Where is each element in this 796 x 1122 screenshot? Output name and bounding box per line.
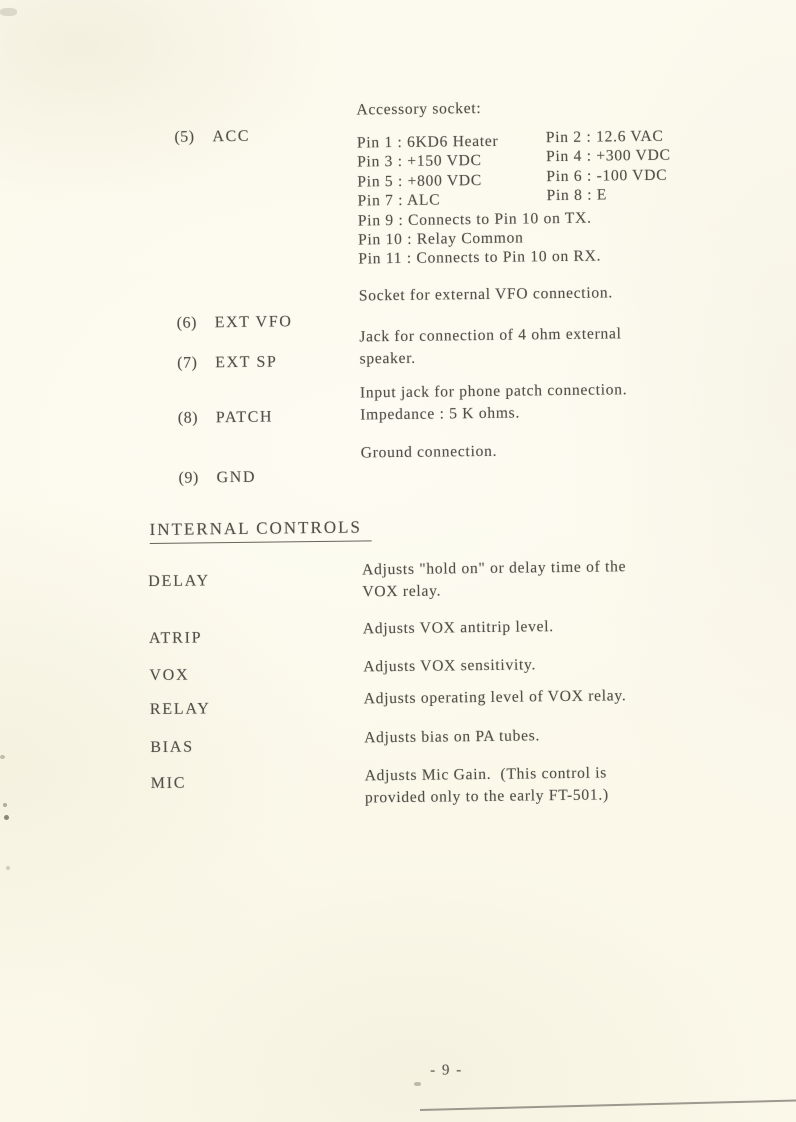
- description-line: Adjusts VOX antitrip level.: [362, 618, 554, 638]
- page-number: - 9 -: [430, 1062, 463, 1079]
- control-description-mic: [365, 762, 609, 808]
- item-name: EXT VFO: [214, 313, 293, 332]
- control-description-relay: [364, 685, 627, 710]
- item-number: (7): [177, 354, 198, 372]
- item-description-gnd: [361, 441, 498, 464]
- control-description-bias: [364, 725, 540, 749]
- description-line: Adjusts "hold on" or delay time of the: [362, 558, 627, 579]
- pin-cell: Pin 6 : -100 VDC: [546, 166, 668, 185]
- rear-panel-item-label-acc: [140, 110, 250, 165]
- pin-cell: Pin 5 : +800 VDC: [357, 171, 483, 191]
- scan-speck: [6, 866, 10, 870]
- control-label-delay: DELAY: [148, 572, 211, 591]
- scan-speck: [414, 1082, 421, 1086]
- pin-cell: Pin 2 : 12.6 VAC: [545, 127, 664, 147]
- pin-cell: Pin 8 : E: [546, 186, 608, 205]
- scan-speck: [4, 815, 9, 820]
- description-line: Jack for connection of 4 ohm external: [359, 325, 622, 346]
- description-line: Adjusts bias on PA tubes.: [364, 727, 541, 747]
- pin-row: [357, 147, 671, 173]
- item-number: (6): [176, 314, 197, 332]
- description-line: Input jack for phone patch connection.: [359, 381, 628, 402]
- item-number: (9): [178, 469, 199, 487]
- item-number: (8): [177, 409, 199, 427]
- pin-row: [358, 247, 602, 270]
- item-number: (5): [174, 128, 195, 146]
- pin-row: [357, 209, 592, 232]
- scan-speck: [0, 755, 5, 759]
- internal-controls-heading: INTERNAL CONTROLS: [149, 517, 372, 544]
- control-label-vox: VOX: [149, 666, 190, 685]
- description-line: Accessory socket:: [356, 99, 482, 119]
- item-name: EXT SP: [215, 353, 278, 372]
- pin-cell: Pin 3 : +150 VDC: [357, 152, 482, 171]
- description-line: Socket for external VFO connection.: [358, 284, 614, 305]
- pin-cell: Pin 7 : ALC: [357, 191, 441, 210]
- control-label-relay: RELAY: [149, 700, 211, 719]
- control-description-atrip: [363, 616, 554, 640]
- item-description-patch: [360, 379, 628, 425]
- rear-panel-item-label-gnd: [145, 451, 257, 506]
- item-description-ext-vfo: [359, 282, 613, 307]
- pin-cell: Pin 10 : Relay Common: [357, 229, 524, 249]
- item-name: ACC: [212, 127, 251, 146]
- control-description-vox: [363, 654, 536, 678]
- control-label-mic: MIC: [150, 774, 187, 793]
- description-line: Adjusts VOX sensitivity.: [363, 656, 537, 676]
- description-line: VOX relay.: [362, 581, 442, 600]
- description-line: Adjusts Mic Gain. (This control is: [364, 764, 608, 785]
- scan-speck: [0, 8, 17, 16]
- item-name: GND: [216, 468, 257, 487]
- pin-row: [357, 186, 608, 212]
- item-description-acc: [356, 98, 481, 121]
- item-description-ext-sp: [359, 323, 622, 369]
- item-name: PATCH: [215, 408, 274, 427]
- pin-row: [357, 166, 668, 193]
- description-line: provided only to the early FT-501.): [364, 785, 609, 806]
- control-label-atrip: ATRIP: [148, 629, 203, 648]
- description-line: Adjusts operating level of VOX relay.: [363, 687, 627, 708]
- acc-pin-list: [356, 127, 671, 270]
- pin-cell: Pin 9 : Connects to Pin 10 on TX.: [357, 209, 592, 230]
- description-line: speaker.: [359, 349, 416, 367]
- scan-speck: [3, 803, 7, 807]
- pin-cell: Pin 1 : 6KD6 Heater: [356, 132, 499, 152]
- description-line: Ground connection.: [360, 442, 498, 462]
- rear-panel-item-label-patch: [144, 391, 273, 447]
- description-line: Impedance : 5 K ohms.: [360, 403, 521, 423]
- pin-cell: Pin 11 : Connects to Pin 10 on RX.: [358, 247, 602, 268]
- pin-row: [356, 127, 664, 154]
- rear-panel-item-label-ext-sp: [143, 335, 277, 391]
- pin-row: [357, 229, 524, 251]
- pin-cell: Pin 4 : +300 VDC: [545, 147, 671, 166]
- control-description-delay: [362, 556, 627, 602]
- control-label-bias: BIAS: [150, 738, 195, 757]
